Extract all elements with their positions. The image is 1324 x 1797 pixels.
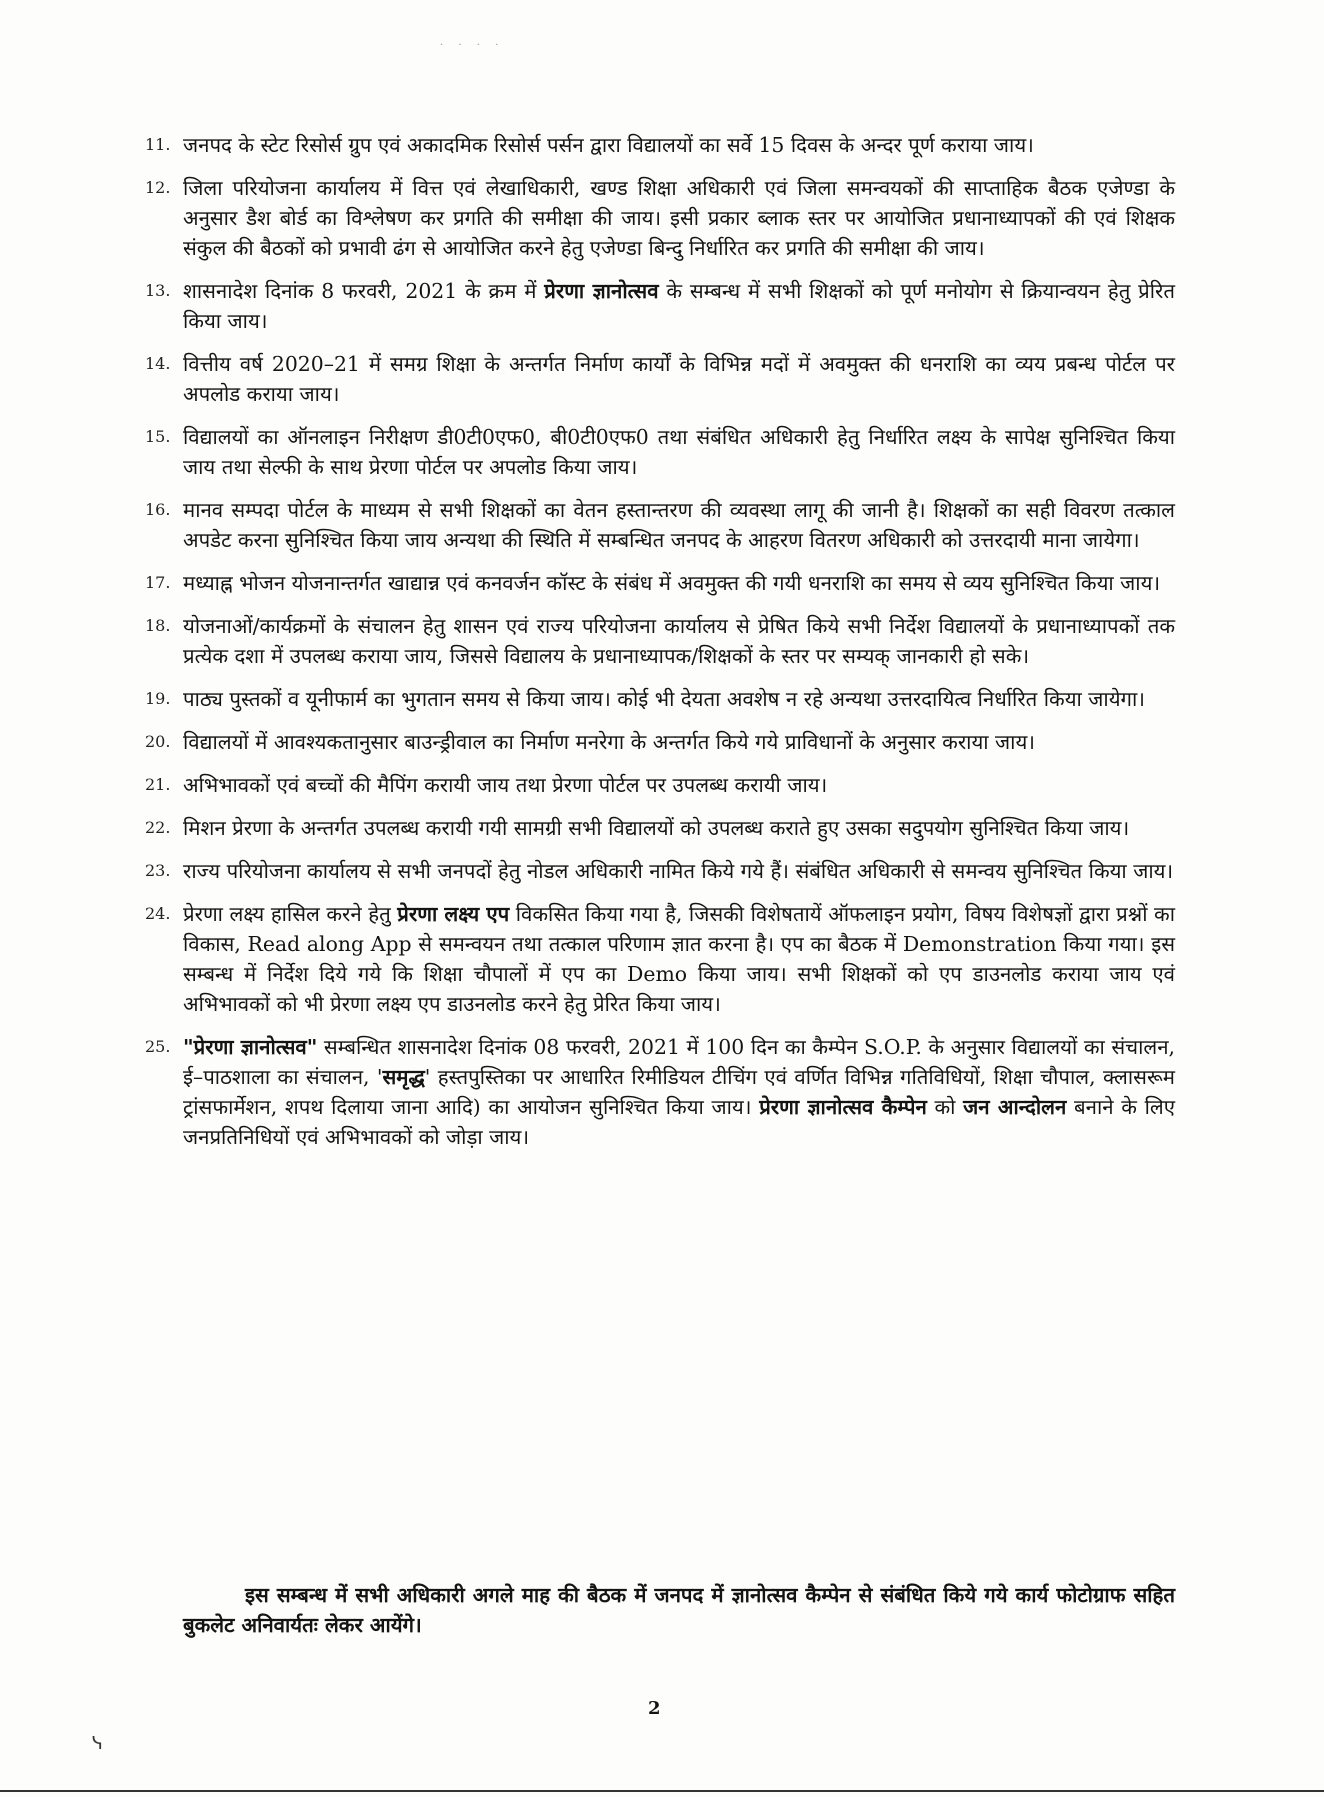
text-run: के सम्बन्ध में सभी शिक्षकों को पूर्ण मनोयोग से क्रियान्वयन हेतु प्रेरित किया जाय।	[183, 279, 1175, 333]
text-run: मध्याह्न भोजन योजनान्तर्गत खाद्यान्न एवं कनवर्जन कॉस्ट के संबंध में अवमुक्त की गयी धनराशि का समय से व्यय सुनिश्चित किया जाय।	[183, 571, 1161, 595]
list-item	[145, 727, 1175, 757]
bold-text: प्रेरणा ज्ञानोत्सव	[544, 279, 659, 303]
item-text	[183, 276, 1175, 336]
handwritten-mark: ᓭ	[92, 1733, 103, 1754]
text-run: योजनाओं/कार्यक्रमों के संचालन हेतु शासन एवं राज्य परियोजना कार्यालय से प्रेषित किये सभी निर्देश विद्यालयों के प्रधानाध्यापकों तक प्रत्येक दशा में उपलब्ध कराया जाय, जिससे विद्यालय के प्रधानाध्यापक/शिक्षकों के स्तर पर सम्यक् जानकारी हो सके।	[183, 614, 1175, 668]
text-run: प्रेरणा लक्ष्य हासिल करने हेतु	[183, 902, 398, 926]
text-run: को	[926, 1095, 964, 1119]
list-item	[145, 770, 1175, 800]
item-number: 16.	[145, 500, 171, 519]
item-text	[183, 899, 1175, 1019]
list-item	[145, 684, 1175, 714]
text-run: शासनादेश दिनांक 8 फरवरी, 2021 के क्रम में	[183, 279, 545, 303]
text-run: पाठ्य पुस्तकों व यूनीफार्म का भुगतान समय से किया जाय। कोई भी देयता अवशेष न रहे अन्यथा उत्तरदायित्व निर्धारित किया जायेगा।	[183, 687, 1146, 711]
item-number: 25.	[145, 1037, 171, 1056]
list-item	[145, 349, 1175, 409]
item-number: 19.	[145, 689, 171, 708]
text-run: अभिभावकों एवं बच्चों की मैपिंग करायी जाय तथा प्रेरणा पोर्टल पर उपलब्ध करायी जाय।	[183, 773, 828, 797]
item-text	[183, 813, 1175, 843]
item-number: 15.	[145, 427, 171, 446]
item-number: 14.	[145, 354, 171, 373]
item-text	[183, 611, 1175, 671]
text-run: ' हस्तपुस्तिका पर आधारित रिमीडियल टीचिंग एवं वर्णित विभिन्न गतिविधियों, शिक्षा चौपाल, क्लासरूम ट्रांसफार्मेशन, शपथ दिलाया जाना आदि) का आयोजन सुनिश्चित किया जाय।	[183, 1065, 1175, 1119]
item-number: 20.	[145, 732, 171, 751]
page-number: 2	[648, 1698, 661, 1719]
item-text	[183, 422, 1175, 482]
text-run: सम्बन्धित शासनादेश दिनांक 08 फरवरी, 2021 में 100 दिन का कैम्पेन S.O.P. के अनुसार विद्यालयों का संचालन, ई–पाठशाला का संचालन, '	[183, 1035, 1175, 1089]
bold-text: जन आन्दोलन	[963, 1095, 1067, 1119]
list-item	[145, 568, 1175, 598]
list-item	[145, 856, 1175, 886]
item-text	[183, 684, 1175, 714]
item-text	[183, 727, 1175, 757]
list-item	[145, 173, 1175, 263]
item-number: 24.	[145, 904, 171, 923]
item-number: 18.	[145, 616, 171, 635]
item-number: 22.	[145, 818, 171, 837]
list-item	[145, 899, 1175, 1019]
item-number: 21.	[145, 775, 171, 794]
item-text	[183, 495, 1175, 555]
list-item	[145, 495, 1175, 555]
bold-text: समृद्ध	[382, 1065, 425, 1089]
text-run: राज्य परियोजना कार्यालय से सभी जनपदों हेतु नोडल अधिकारी नामित किये गये हैं। संबंधित अधिकारी से समन्वय सुनिश्चित किया जाय।	[183, 859, 1174, 883]
closing-paragraph: इस सम्बन्ध में सभी अधिकारी अगले माह की बैठक में जनपद में ज्ञानोत्सव कैम्पेन से संबंधित किये गये कार्य फोटोग्राफ सहित बुकलेट अनिवार्यतः लेकर आयेंगे।	[183, 1583, 1175, 1637]
item-text	[183, 173, 1175, 263]
list-item	[145, 276, 1175, 336]
scan-speckles: · · · ·	[440, 40, 505, 51]
item-number: 13.	[145, 281, 171, 300]
item-number: 12.	[145, 178, 171, 197]
item-text	[183, 568, 1175, 598]
numbered-list	[145, 130, 1175, 1165]
text-run: विद्यालयों में आवश्यकतानुसार बाउन्ड्रीवाल का निर्माण मनरेगा के अन्तर्गत किये गये प्राविधानों के अनुसार कराया जाय।	[183, 730, 1035, 754]
text-run: मिशन प्रेरणा के अन्तर्गत उपलब्ध करायी गयी सामग्री सभी विद्यालयों को उपलब्ध कराते हुए उसका सदुपयोग सुनिश्चित किया जाय।	[183, 816, 1130, 840]
item-text	[183, 130, 1175, 160]
text-run: बनाने के लिए जनप्रतिनिधियों एवं अभिभावकों को जोड़ा जाय।	[183, 1095, 1176, 1149]
text-run: मानव सम्पदा पोर्टल के माध्यम से सभी शिक्षकों का वेतन हस्तान्तरण की व्यवस्था लागू की जानी है। शिक्षकों का सही विवरण तत्काल अपडेट करना सुनिश्चित किया जाय अन्यथा की स्थिति में सम्बन्धित जनपद के आहरण वितरण अधिकारी को उत्तरदायी माना जायेगा।	[183, 498, 1175, 552]
text-run: विद्यालयों का ऑनलाइन निरीक्षण डी0टी0एफ0, बी0टी0एफ0 तथा संबंधित अधिकारी हेतु निर्धारित लक्ष्य के सापेक्ष सुनिश्चित किया जाय तथा सेल्फी के साथ प्रेरणा पोर्टल पर अपलोड किया जाय।	[183, 425, 1175, 479]
bold-text: प्रेरणा लक्ष्य एप	[397, 902, 510, 926]
text-run: वित्तीय वर्ष 2020–21 में समग्र शिक्षा के अन्तर्गत निर्माण कार्यों के विभिन्न मदों में अवमुक्त की धनराशि का व्यय प्रबन्ध पोर्टल पर अपलोड कराया जाय।	[183, 352, 1175, 406]
item-number: 17.	[145, 573, 171, 592]
item-text	[183, 856, 1175, 886]
bold-text: "प्रेरणा ज्ञानोत्सव"	[183, 1035, 318, 1059]
item-text	[183, 349, 1175, 409]
list-item	[145, 130, 1175, 160]
item-number: 11.	[145, 135, 171, 154]
item-text	[183, 1032, 1175, 1152]
item-number: 23.	[145, 861, 171, 880]
list-item	[145, 422, 1175, 482]
bold-text: प्रेरणा ज्ञानोत्सव कैम्पेन	[759, 1095, 927, 1119]
list-item	[145, 1032, 1175, 1152]
scan-edge-line	[0, 1790, 1324, 1792]
text-run: विकसित किया गया है, जिसकी विशेषतायें ऑफलाइन प्रयोग, विषय विशेषज्ञों द्वारा प्रश्नों का विकास, Read along App से समन्वयन तथा तत्काल परिणाम ज्ञात करना है। एप का बैठक में Demonstration किया गया। इस सम्बन्ध में निर्देश दिये गये कि शिक्षा चौपालों में एप का Demo किया जाय। सभी शिक्षकों को एप डाउनलोड कराया जाय एवं अभिभावकों को भी प्रेरणा लक्ष्य एप डाउनलोड करने हेतु प्रेरित किया जाय।	[183, 902, 1175, 1016]
list-item	[145, 813, 1175, 843]
text-run: जनपद के स्टेट रिसोर्स ग्रुप एवं अकादमिक रिसोर्स पर्सन द्वारा विद्यालयों का सर्वे 15 दिवस के अन्दर पूर्ण कराया जाय।	[183, 133, 1034, 157]
list-item	[145, 611, 1175, 671]
item-text	[183, 770, 1175, 800]
text-run: जिला परियोजना कार्यालय में वित्त एवं लेखाधिकारी, खण्ड शिक्षा अधिकारी एवं जिला समन्वयकों की साप्ताहिक बैठक एजेण्डा के अनुसार डैश बोर्ड का विश्लेषण कर प्रगति की समीक्षा की जाय। इसी प्रकार ब्लाक स्तर पर आयोजित प्रधानाध्यापकों की एवं शिक्षक संकुल की बैठकों को प्रभावी ढंग से आयोजित करने हेतु एजेण्डा बिन्दु निर्धारित कर प्रगति की समीक्षा की जाय।	[183, 176, 1175, 260]
